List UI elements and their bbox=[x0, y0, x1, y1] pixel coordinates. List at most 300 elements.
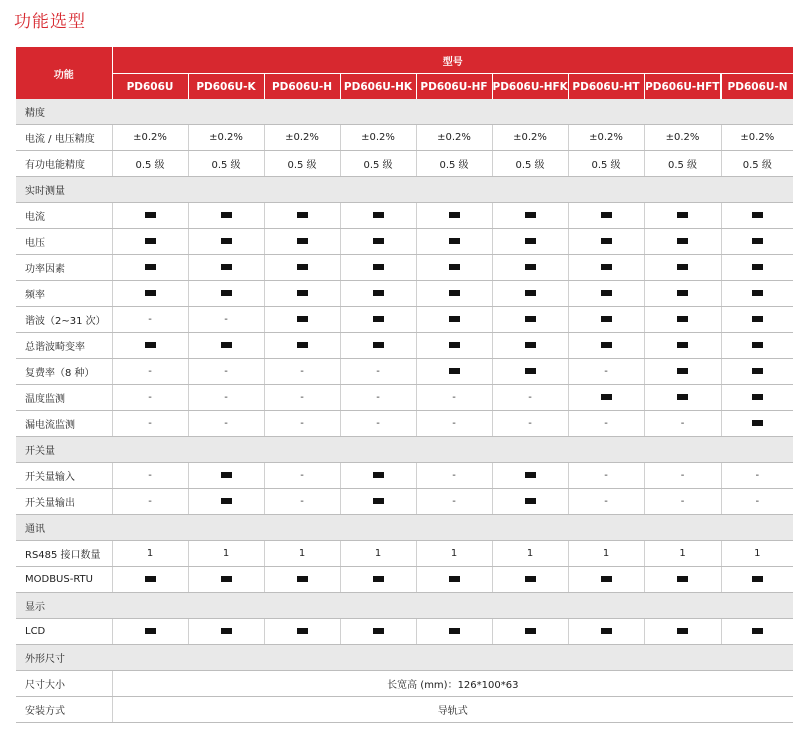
value-cell bbox=[340, 463, 416, 489]
value-cell bbox=[568, 619, 644, 645]
supported-mark-icon bbox=[752, 290, 763, 296]
value-cell bbox=[644, 307, 721, 333]
value-cell bbox=[188, 489, 264, 515]
not-supported-dash: - bbox=[148, 496, 152, 507]
table-row bbox=[16, 463, 793, 489]
not-supported-dash: - bbox=[148, 392, 152, 403]
value-cell bbox=[340, 619, 416, 645]
supported-mark-icon bbox=[221, 472, 232, 478]
supported-mark-icon bbox=[373, 472, 384, 478]
value-cell bbox=[416, 307, 492, 333]
supported-mark-icon bbox=[449, 238, 460, 244]
spanning-value-cell: 导轨式 bbox=[112, 697, 793, 723]
value-cell bbox=[721, 359, 793, 385]
supported-mark-icon bbox=[752, 628, 763, 634]
value-cell bbox=[188, 385, 264, 411]
value-cell bbox=[416, 489, 492, 515]
supported-mark-icon bbox=[221, 628, 232, 634]
supported-mark-icon bbox=[449, 628, 460, 634]
not-supported-dash: - bbox=[376, 418, 380, 429]
section-row bbox=[16, 177, 793, 203]
supported-mark-icon bbox=[297, 628, 308, 634]
row-label: RS485 接口数量 bbox=[16, 541, 112, 567]
value-cell: 0.5 级 bbox=[188, 151, 264, 177]
value-cell: ±0.2% bbox=[568, 125, 644, 151]
value-cell bbox=[112, 463, 188, 489]
value-cell bbox=[416, 385, 492, 411]
value-cell: ±0.2% bbox=[112, 125, 188, 151]
value-cell bbox=[492, 411, 568, 437]
row-label: 开关量输入 bbox=[16, 463, 112, 489]
model-column-header: PD606U-H bbox=[264, 74, 340, 100]
value-cell: ±0.2% bbox=[644, 125, 721, 151]
model-column-header: PD606U-HFK bbox=[492, 74, 568, 100]
not-supported-dash: - bbox=[755, 470, 760, 481]
value-cell bbox=[568, 385, 644, 411]
value-cell bbox=[188, 307, 264, 333]
value-cell: ±0.2% bbox=[264, 125, 340, 151]
section-title: 实时测量 bbox=[16, 177, 793, 203]
value-cell bbox=[112, 307, 188, 333]
value-cell: 1 bbox=[340, 541, 416, 567]
value-cell bbox=[112, 489, 188, 515]
value-cell bbox=[644, 411, 721, 437]
value-cell bbox=[721, 255, 793, 281]
row-label: 电流 / 电压精度 bbox=[16, 125, 112, 151]
value-cell bbox=[188, 203, 264, 229]
supported-mark-icon bbox=[525, 576, 536, 582]
supported-mark-icon bbox=[752, 316, 763, 322]
row-label: 谐波（2~31 次） bbox=[16, 307, 112, 333]
table-body bbox=[16, 99, 793, 723]
value-cell: ±0.2% bbox=[340, 125, 416, 151]
row-label: 漏电流监测 bbox=[16, 411, 112, 437]
row-label: LCD bbox=[16, 619, 112, 645]
value-cell: 0.5 级 bbox=[644, 151, 721, 177]
not-supported-dash: - bbox=[148, 366, 152, 377]
table-row bbox=[16, 203, 793, 229]
table-row bbox=[16, 567, 793, 593]
value-cell: 0.5 级 bbox=[340, 151, 416, 177]
value-cell bbox=[264, 619, 340, 645]
table-row bbox=[16, 359, 793, 385]
row-label: 总谐波畸变率 bbox=[16, 333, 112, 359]
supported-mark-icon bbox=[145, 264, 156, 270]
value-cell bbox=[340, 359, 416, 385]
supported-mark-icon bbox=[145, 576, 156, 582]
value-cell bbox=[644, 359, 721, 385]
supported-mark-icon bbox=[145, 212, 156, 218]
value-cell bbox=[416, 255, 492, 281]
section-title: 精度 bbox=[16, 99, 793, 125]
supported-mark-icon bbox=[677, 394, 688, 400]
value-cell bbox=[416, 567, 492, 593]
value-cell bbox=[188, 281, 264, 307]
value-cell bbox=[644, 567, 721, 593]
not-supported-dash: - bbox=[604, 496, 608, 507]
section-title: 通讯 bbox=[16, 515, 793, 541]
value-cell bbox=[264, 255, 340, 281]
value-cell bbox=[721, 229, 793, 255]
supported-mark-icon bbox=[677, 342, 688, 348]
value-cell: 0.5 级 bbox=[568, 151, 644, 177]
section-row bbox=[16, 437, 793, 463]
page-title: 功能选型 bbox=[14, 12, 86, 32]
value-cell bbox=[492, 489, 568, 515]
value-cell bbox=[188, 567, 264, 593]
supported-mark-icon bbox=[601, 576, 612, 582]
table-row bbox=[16, 229, 793, 255]
supported-mark-icon bbox=[373, 628, 384, 634]
value-cell bbox=[568, 567, 644, 593]
value-cell bbox=[644, 333, 721, 359]
not-supported-dash: - bbox=[528, 418, 532, 429]
row-label: 温度监测 bbox=[16, 385, 112, 411]
value-cell bbox=[644, 463, 721, 489]
value-cell bbox=[568, 411, 644, 437]
supported-mark-icon bbox=[752, 238, 763, 244]
value-cell bbox=[188, 411, 264, 437]
table-row bbox=[16, 125, 793, 151]
value-cell: 1 bbox=[492, 541, 568, 567]
section-row bbox=[16, 99, 793, 125]
table-row bbox=[16, 281, 793, 307]
value-cell bbox=[188, 359, 264, 385]
supported-mark-icon bbox=[677, 238, 688, 244]
value-cell bbox=[568, 359, 644, 385]
value-cell bbox=[644, 385, 721, 411]
value-cell: ±0.2% bbox=[188, 125, 264, 151]
value-cell bbox=[264, 489, 340, 515]
value-cell bbox=[340, 229, 416, 255]
table-row bbox=[16, 333, 793, 359]
value-cell bbox=[112, 619, 188, 645]
not-supported-dash: - bbox=[528, 392, 532, 403]
supported-mark-icon bbox=[752, 368, 763, 374]
supported-mark-icon bbox=[677, 316, 688, 322]
row-label: 电流 bbox=[16, 203, 112, 229]
value-cell bbox=[568, 203, 644, 229]
table-row bbox=[16, 541, 793, 567]
value-cell bbox=[340, 281, 416, 307]
value-cell bbox=[416, 333, 492, 359]
table-row bbox=[16, 255, 793, 281]
supported-mark-icon bbox=[221, 212, 232, 218]
supported-mark-icon bbox=[677, 264, 688, 270]
value-cell bbox=[416, 229, 492, 255]
value-cell: 1 bbox=[112, 541, 188, 567]
row-label: 复费率（8 种） bbox=[16, 359, 112, 385]
table-row bbox=[16, 671, 793, 697]
value-cell: 0.5 级 bbox=[416, 151, 492, 177]
not-supported-dash: - bbox=[604, 366, 608, 377]
value-cell: 0.5 级 bbox=[112, 151, 188, 177]
value-cell bbox=[568, 489, 644, 515]
supported-mark-icon bbox=[297, 342, 308, 348]
supported-mark-icon bbox=[297, 576, 308, 582]
supported-mark-icon bbox=[677, 628, 688, 634]
supported-mark-icon bbox=[449, 212, 460, 218]
value-cell bbox=[416, 619, 492, 645]
supported-mark-icon bbox=[145, 342, 156, 348]
value-cell bbox=[568, 229, 644, 255]
supported-mark-icon bbox=[373, 238, 384, 244]
supported-mark-icon bbox=[525, 212, 536, 218]
value-cell bbox=[721, 489, 793, 515]
supported-mark-icon bbox=[373, 212, 384, 218]
value-cell bbox=[264, 385, 340, 411]
value-cell bbox=[721, 281, 793, 307]
supported-mark-icon bbox=[449, 368, 460, 374]
supported-mark-icon bbox=[525, 238, 536, 244]
not-supported-dash: - bbox=[300, 418, 304, 429]
supported-mark-icon bbox=[449, 264, 460, 270]
spanning-value-cell: 长宽高 (mm)：126*100*63 bbox=[112, 671, 793, 697]
supported-mark-icon bbox=[601, 264, 612, 270]
supported-mark-icon bbox=[525, 316, 536, 322]
value-cell bbox=[112, 333, 188, 359]
value-cell: 1 bbox=[188, 541, 264, 567]
value-cell bbox=[721, 411, 793, 437]
supported-mark-icon bbox=[525, 628, 536, 634]
supported-mark-icon bbox=[297, 290, 308, 296]
not-supported-dash: - bbox=[680, 418, 685, 429]
section-title: 开关量 bbox=[16, 437, 793, 463]
value-cell bbox=[340, 307, 416, 333]
supported-mark-icon bbox=[601, 290, 612, 296]
supported-mark-icon bbox=[297, 316, 308, 322]
value-cell bbox=[340, 489, 416, 515]
model-column-header: PD606U-HF bbox=[416, 74, 492, 100]
supported-mark-icon bbox=[297, 238, 308, 244]
supported-mark-icon bbox=[677, 368, 688, 374]
supported-mark-icon bbox=[373, 576, 384, 582]
value-cell bbox=[112, 203, 188, 229]
supported-mark-icon bbox=[677, 290, 688, 296]
value-cell bbox=[644, 255, 721, 281]
supported-mark-icon bbox=[752, 394, 763, 400]
value-cell bbox=[492, 385, 568, 411]
value-cell: ±0.2% bbox=[492, 125, 568, 151]
value-cell bbox=[721, 203, 793, 229]
not-supported-dash: - bbox=[224, 392, 228, 403]
supported-mark-icon bbox=[221, 576, 232, 582]
value-cell bbox=[264, 411, 340, 437]
value-cell bbox=[188, 333, 264, 359]
value-cell bbox=[264, 307, 340, 333]
not-supported-dash: - bbox=[300, 392, 304, 403]
row-label: MODBUS-RTU bbox=[16, 567, 112, 593]
value-cell: 0.5 级 bbox=[721, 151, 793, 177]
supported-mark-icon bbox=[601, 394, 612, 400]
value-cell bbox=[644, 489, 721, 515]
value-cell bbox=[416, 281, 492, 307]
value-cell bbox=[416, 203, 492, 229]
model-column-header: PD606U-HFT bbox=[644, 74, 721, 100]
value-cell bbox=[264, 229, 340, 255]
model-column-header: PD606U-K bbox=[188, 74, 264, 100]
supported-mark-icon bbox=[297, 264, 308, 270]
model-column-header: PD606U-HT bbox=[568, 74, 644, 100]
value-cell bbox=[112, 281, 188, 307]
value-cell bbox=[568, 307, 644, 333]
supported-mark-icon bbox=[221, 264, 232, 270]
supported-mark-icon bbox=[525, 264, 536, 270]
value-cell bbox=[492, 203, 568, 229]
supported-mark-icon bbox=[373, 316, 384, 322]
supported-mark-icon bbox=[221, 290, 232, 296]
function-selection-table bbox=[16, 47, 793, 723]
not-supported-dash: - bbox=[452, 470, 456, 481]
value-cell bbox=[492, 255, 568, 281]
not-supported-dash: - bbox=[376, 366, 380, 377]
supported-mark-icon bbox=[373, 342, 384, 348]
table-row bbox=[16, 619, 793, 645]
row-label: 开关量输出 bbox=[16, 489, 112, 515]
section-title: 外形尺寸 bbox=[16, 645, 793, 671]
value-cell bbox=[112, 255, 188, 281]
supported-mark-icon bbox=[449, 342, 460, 348]
value-cell bbox=[492, 359, 568, 385]
value-cell bbox=[644, 281, 721, 307]
supported-mark-icon bbox=[752, 420, 763, 426]
not-supported-dash: - bbox=[604, 418, 608, 429]
value-cell bbox=[492, 333, 568, 359]
table-row bbox=[16, 411, 793, 437]
value-cell bbox=[492, 281, 568, 307]
not-supported-dash: - bbox=[604, 470, 608, 481]
supported-mark-icon bbox=[525, 472, 536, 478]
not-supported-dash: - bbox=[224, 418, 228, 429]
value-cell bbox=[112, 385, 188, 411]
value-cell bbox=[264, 463, 340, 489]
not-supported-dash: - bbox=[452, 418, 456, 429]
supported-mark-icon bbox=[525, 368, 536, 374]
value-cell bbox=[492, 229, 568, 255]
supported-mark-icon bbox=[601, 316, 612, 322]
table-header bbox=[16, 47, 793, 99]
value-cell bbox=[112, 229, 188, 255]
supported-mark-icon bbox=[601, 342, 612, 348]
value-cell: 1 bbox=[721, 541, 793, 567]
value-cell bbox=[721, 333, 793, 359]
value-cell bbox=[340, 385, 416, 411]
supported-mark-icon bbox=[677, 212, 688, 218]
section-row bbox=[16, 645, 793, 671]
value-cell bbox=[112, 411, 188, 437]
value-cell bbox=[112, 359, 188, 385]
supported-mark-icon bbox=[677, 576, 688, 582]
value-cell: 1 bbox=[644, 541, 721, 567]
not-supported-dash: - bbox=[224, 366, 228, 377]
value-cell bbox=[644, 619, 721, 645]
value-cell bbox=[568, 333, 644, 359]
value-cell: 1 bbox=[568, 541, 644, 567]
value-cell bbox=[340, 255, 416, 281]
supported-mark-icon bbox=[525, 342, 536, 348]
value-cell bbox=[264, 281, 340, 307]
value-cell bbox=[644, 229, 721, 255]
section-row bbox=[16, 515, 793, 541]
not-supported-dash: - bbox=[452, 496, 456, 507]
not-supported-dash: - bbox=[148, 418, 152, 429]
value-cell bbox=[721, 307, 793, 333]
function-header: 功能 bbox=[16, 47, 112, 99]
value-cell bbox=[340, 333, 416, 359]
row-label: 尺寸大小 bbox=[16, 671, 112, 697]
row-label: 电压 bbox=[16, 229, 112, 255]
supported-mark-icon bbox=[601, 628, 612, 634]
supported-mark-icon bbox=[449, 576, 460, 582]
value-cell bbox=[340, 203, 416, 229]
supported-mark-icon bbox=[221, 498, 232, 504]
supported-mark-icon bbox=[221, 342, 232, 348]
supported-mark-icon bbox=[145, 290, 156, 296]
table-row bbox=[16, 489, 793, 515]
model-column-header: PD606U-N bbox=[721, 74, 793, 100]
value-cell: 0.5 级 bbox=[492, 151, 568, 177]
value-cell bbox=[188, 229, 264, 255]
value-cell bbox=[568, 281, 644, 307]
supported-mark-icon bbox=[145, 628, 156, 634]
not-supported-dash: - bbox=[148, 470, 152, 481]
supported-mark-icon bbox=[221, 238, 232, 244]
supported-mark-icon bbox=[449, 290, 460, 296]
table-row bbox=[16, 307, 793, 333]
not-supported-dash: - bbox=[148, 314, 152, 325]
value-cell: ±0.2% bbox=[416, 125, 492, 151]
value-cell bbox=[112, 567, 188, 593]
row-label: 频率 bbox=[16, 281, 112, 307]
row-label: 有功电能精度 bbox=[16, 151, 112, 177]
not-supported-dash: - bbox=[680, 496, 685, 507]
value-cell bbox=[340, 411, 416, 437]
supported-mark-icon bbox=[373, 290, 384, 296]
model-column-header: PD606U-HK bbox=[340, 74, 416, 100]
value-cell bbox=[492, 619, 568, 645]
value-cell: 1 bbox=[264, 541, 340, 567]
supported-mark-icon bbox=[752, 576, 763, 582]
supported-mark-icon bbox=[297, 212, 308, 218]
value-cell bbox=[188, 619, 264, 645]
supported-mark-icon bbox=[449, 316, 460, 322]
not-supported-dash: - bbox=[452, 392, 456, 403]
value-cell bbox=[492, 307, 568, 333]
supported-mark-icon bbox=[752, 212, 763, 218]
value-cell bbox=[721, 619, 793, 645]
not-supported-dash: - bbox=[300, 366, 304, 377]
value-cell bbox=[264, 203, 340, 229]
supported-mark-icon bbox=[752, 342, 763, 348]
not-supported-dash: - bbox=[300, 470, 304, 481]
supported-mark-icon bbox=[601, 238, 612, 244]
table-row bbox=[16, 151, 793, 177]
value-cell bbox=[568, 463, 644, 489]
value-cell bbox=[264, 567, 340, 593]
model-column-header: PD606U bbox=[112, 74, 188, 100]
value-cell bbox=[721, 567, 793, 593]
section-title: 显示 bbox=[16, 593, 793, 619]
supported-mark-icon bbox=[373, 264, 384, 270]
value-cell bbox=[188, 255, 264, 281]
row-label: 安装方式 bbox=[16, 697, 112, 723]
table-row bbox=[16, 697, 793, 723]
supported-mark-icon bbox=[601, 212, 612, 218]
not-supported-dash: - bbox=[755, 496, 760, 507]
supported-mark-icon bbox=[525, 498, 536, 504]
section-row bbox=[16, 593, 793, 619]
value-cell bbox=[721, 463, 793, 489]
